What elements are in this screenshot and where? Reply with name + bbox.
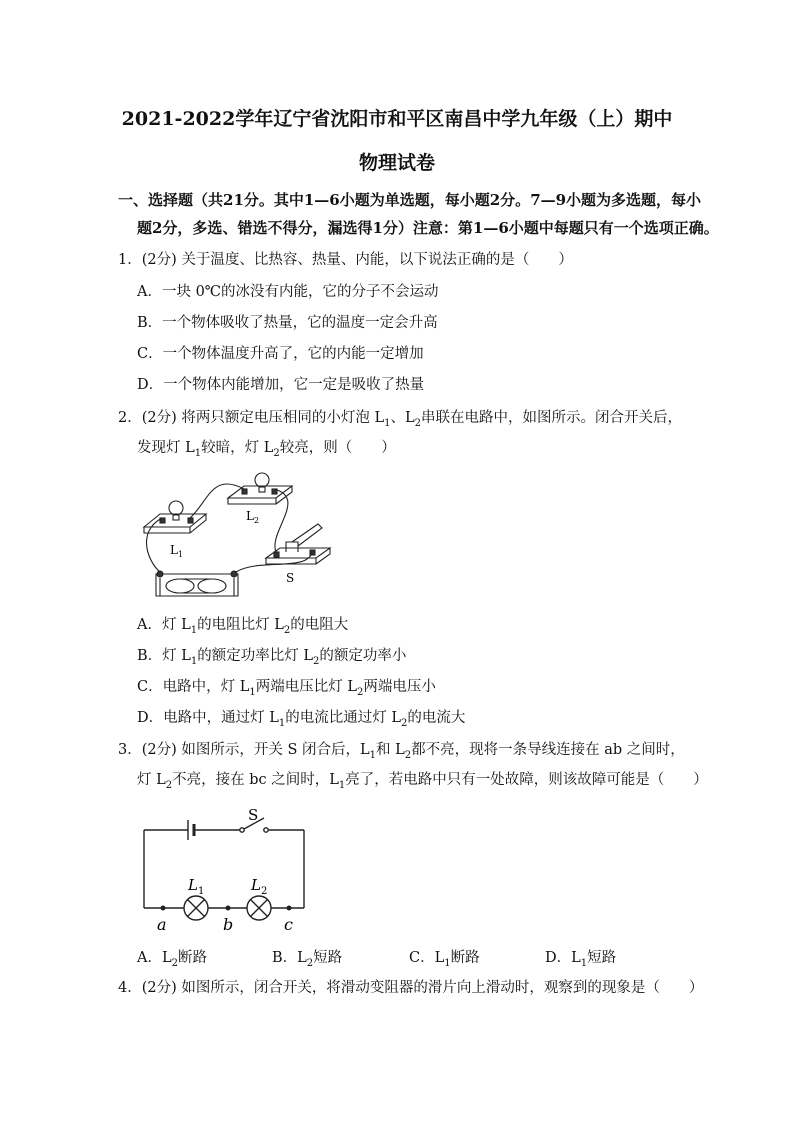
document-title-line2: 物理试卷 (358, 152, 435, 174)
q3-switch-contact (264, 828, 268, 832)
q3-label-s: S (248, 806, 259, 824)
q2-option-c: C．电路中，灯 $L_1$两端电压比灯 $L_2$两端电压小 (137, 679, 436, 698)
q2-wire (190, 484, 244, 518)
q3-node-a (161, 906, 166, 911)
q3-label-l2: $L_2$ (251, 876, 268, 897)
q2-l2-bulb (255, 473, 269, 487)
q4-stem: 4．(2分) 如图所示，闭合开关，将滑动变阻器的滑片向上滑动时，观察到的现象是（ ） (118, 980, 704, 996)
q3-label-c: c (284, 915, 293, 934)
q3-label-b: b (223, 915, 234, 934)
q2-label-s: S (286, 571, 295, 585)
q2-label-l1: $L_1$ (170, 543, 184, 559)
q2-option-b: B．灯 $L_1$的额定功率比灯 $L_2$的额定功率小 (137, 648, 407, 667)
q3-label-l1: $L_1$ (188, 876, 205, 897)
q2-wire (147, 518, 162, 572)
q3-label-a: a (157, 915, 167, 934)
q2-switch-lever (292, 524, 322, 546)
q3-option-d: D．$L_1$短路 (545, 950, 617, 969)
q3-option-b: B．$L_2$短路 (272, 950, 343, 969)
q1-option-a: A．一块 0℃的冰没有内能，它的分子不会运动 (137, 284, 439, 300)
q2-stem-line1: 2．(2分) 将两只额定电压相同的小灯泡 $L_1$、$L_2$串联在电路中，如图所示。闭合开关后， (118, 410, 683, 429)
q1-stem: 1．(2分) 关于温度、比热容、热量、内能，以下说法正确的是（ ） (118, 252, 573, 268)
q3-stem-line2: 灯 $L_2$不亮，接在 bc 之间时，$L_1$亮了，若电路中只有一处故障，则该故障可能是（ ） (137, 772, 708, 791)
section-header-line2: 题2分，多选、错选不得分，漏选得1分）注意：第1—6小题中每题只有一个选项正确。 (137, 219, 719, 237)
q2-circuit-figure (138, 462, 338, 602)
q1-option-d: D．一个物体内能增加，它一定是吸收了热量 (137, 377, 425, 393)
q2-option-d: D．电路中，通过灯 $L_1$的电流比通过灯 $L_2$的电流大 (137, 710, 466, 729)
q2-l1-bulb (169, 501, 183, 515)
document-title-line1: 2021-2022学年辽宁省沈阳市和平区南昌中学九年级（上）期中 (121, 108, 673, 130)
q3-switch-contact (240, 828, 244, 832)
q3-circuit-figure (136, 806, 316, 936)
section-header-line1: 一、选择题（共21分。其中1—6小题为单选题，每小题2分。7—9小题为多选题，每小 (118, 191, 702, 209)
q3-stem-line1: 3．(2分) 如图所示，开关 S 闭合后，$L_1$和 $L_2$都不亮，现将一条导线连接在 ab 之间时， (118, 742, 685, 761)
q2-label-l2: $L_2$ (246, 509, 260, 525)
q3-node-c (287, 906, 292, 911)
q3-option-c: C．$L_1$断路 (409, 950, 480, 969)
q3-option-a: A．$L_2$断路 (137, 950, 207, 969)
q3-node-b (226, 906, 231, 911)
q1-option-b: B．一个物体吸收了热量，它的温度一定会升高 (137, 315, 438, 331)
q2-stem-line2: 发现灯 $L_1$较暗，灯 $L_2$较亮，则（ ） (137, 440, 396, 459)
q2-option-a: A．灯 $L_1$的电阻比灯 $L_2$的电阻大 (137, 617, 349, 636)
q1-option-c: C．一个物体温度升高了，它的内能一定增加 (137, 346, 424, 362)
